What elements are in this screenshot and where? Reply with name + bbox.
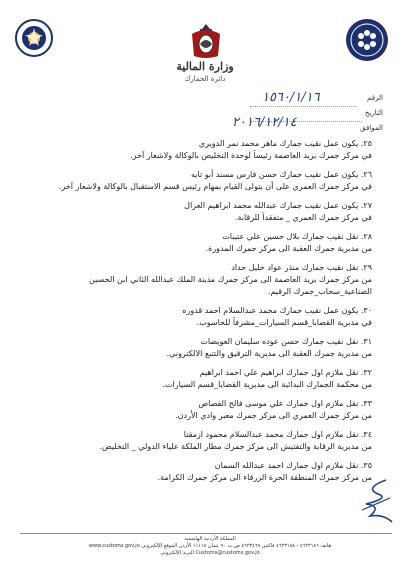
date-label: التاريخ xyxy=(364,109,383,117)
item-heading: ٣٥. نقل ملازم اول جمارك احمد عبدالله السمان xyxy=(214,461,372,470)
item-detail: من مركز جمرك العمري الى مركز جمرك معبر وادي الأردن. xyxy=(175,411,372,420)
item-detail: في مركز جمرك العمري على أن يتولى القيام بمهام رئيس قسم الاستقبال بالوكالة ولاشعار آخر. xyxy=(58,182,372,191)
footer-email: Customs@customs.gov.jo البريد الإلكتروني xyxy=(160,550,260,556)
item-detail: من مديرية الرقابة والتفتيش الى مركز جمرك مطار الملكة علياء الدولي _ التخليص. xyxy=(99,442,372,451)
list-item xyxy=(20,200,372,224)
list-item xyxy=(20,231,372,255)
ref-handwritten: ١٥٦٠/١/١٦ xyxy=(262,90,320,105)
footer-phone-address: هاتف ٤٦٢٣١٨٦ - ٤٦٢٣١٨٨ فاكس ٤٦٢٣٤٦٩ ص.ب ٩٠ عمان ١١١١٨ الأردن الموقع الإلكتروني www.customs.gov.jo xyxy=(88,543,332,549)
item-detail: في مركز جمرك بريد العاصمة رئيساً لوحدة التخليص بالوكالة ولاشعار آخر. xyxy=(130,151,372,160)
item-detail: من مديرية جمرك العقبة الى مركز جمرك المدورة. xyxy=(205,244,372,253)
item-heading: ٢٨. نقل نقيب جمارك بلال حسين علي عتيبات xyxy=(222,232,372,241)
customs-logo-right-icon xyxy=(345,18,389,62)
item-heading: ٣٤. نقل ملازم اول جمارك محمد عبدالسلام محمود ازمقنا xyxy=(183,430,372,439)
item-detail: من مركز جمرك المنطقة الحرة الزرقاء الى مركز جمرك الكرامة. xyxy=(157,473,372,482)
item-heading: ٢٦. يكون عمل نقيب جمارك حسن فارس مسند أبو تايه xyxy=(191,170,372,179)
list-item xyxy=(20,169,372,193)
department-name: دائرة الجمارك xyxy=(184,75,226,83)
item-detail: من مديرية جمرك العقبة الى مديرية الترفيق والتتبع الالكتروني. xyxy=(166,349,372,358)
ministry-name: وزارة المالية xyxy=(176,60,234,73)
list-item xyxy=(20,429,372,453)
item-heading: ٣٠. يكون عمل نقيب جمارك محمد عبدالسلام احمد قدوره xyxy=(182,306,372,315)
item-detail: من مركز جمرك بريد العاصمة الى مركز جمرك مدينة الملك عبدالله الثاني ابن الحسين الصناعية_سحاب_جمرك الرقيم. xyxy=(89,275,372,296)
list-item xyxy=(20,367,372,391)
item-heading: ٢٥. يكون عمل نقيب جمارك ماهر محمد نمر الدويري xyxy=(198,139,372,148)
item-heading: ٣٣. نقل ملازم اول جمارك علي موسى فالح القصاص xyxy=(198,399,372,408)
date-handwritten: ٢٠١٦/١٢/١٤ xyxy=(232,115,297,130)
item-detail: من محكمة الجمارك البدائية الى مديرية القضايا_قسم السيارات. xyxy=(162,380,372,389)
item-heading: ٢٧. يكون عمل نقيب جمارك عبدالله محمد ابراهيم الغزال xyxy=(184,201,372,210)
customs-emblem-left-icon xyxy=(14,18,54,58)
item-detail: في مديرية القضايا_قسم السيارات_مشرفاً للحاسوب. xyxy=(196,318,372,327)
item-heading: ٣١. نقل نقيب جمارك حسن عوده سليمان العويضات xyxy=(200,337,372,346)
footer-contact xyxy=(40,536,380,557)
list-item xyxy=(20,460,372,484)
list-item xyxy=(20,398,372,422)
corresponding-label: الموافق xyxy=(360,124,383,132)
list-item xyxy=(20,336,372,360)
list-item xyxy=(20,305,372,329)
item-heading: ٢٩. نقل نقيب جمارك منذر عواد خليل حداد xyxy=(231,263,372,272)
list-item xyxy=(20,138,372,162)
ref-label: الرقم xyxy=(367,94,383,102)
royal-crest-icon xyxy=(186,22,226,60)
decision-list xyxy=(20,138,372,491)
list-item xyxy=(20,262,372,298)
footer-country: المملكة الأردنية الهاشمية xyxy=(184,536,236,542)
signature-icon xyxy=(356,476,396,526)
footer-divider xyxy=(20,533,392,534)
item-heading: ٣٢. نقل ملازم اول جمارك ابراهيم علي احمد ابراهيم xyxy=(199,368,372,377)
item-detail: في مركز جمرك العمري _ متفقداً للرقابة. xyxy=(234,213,372,222)
ref-dotted-line xyxy=(250,106,356,107)
